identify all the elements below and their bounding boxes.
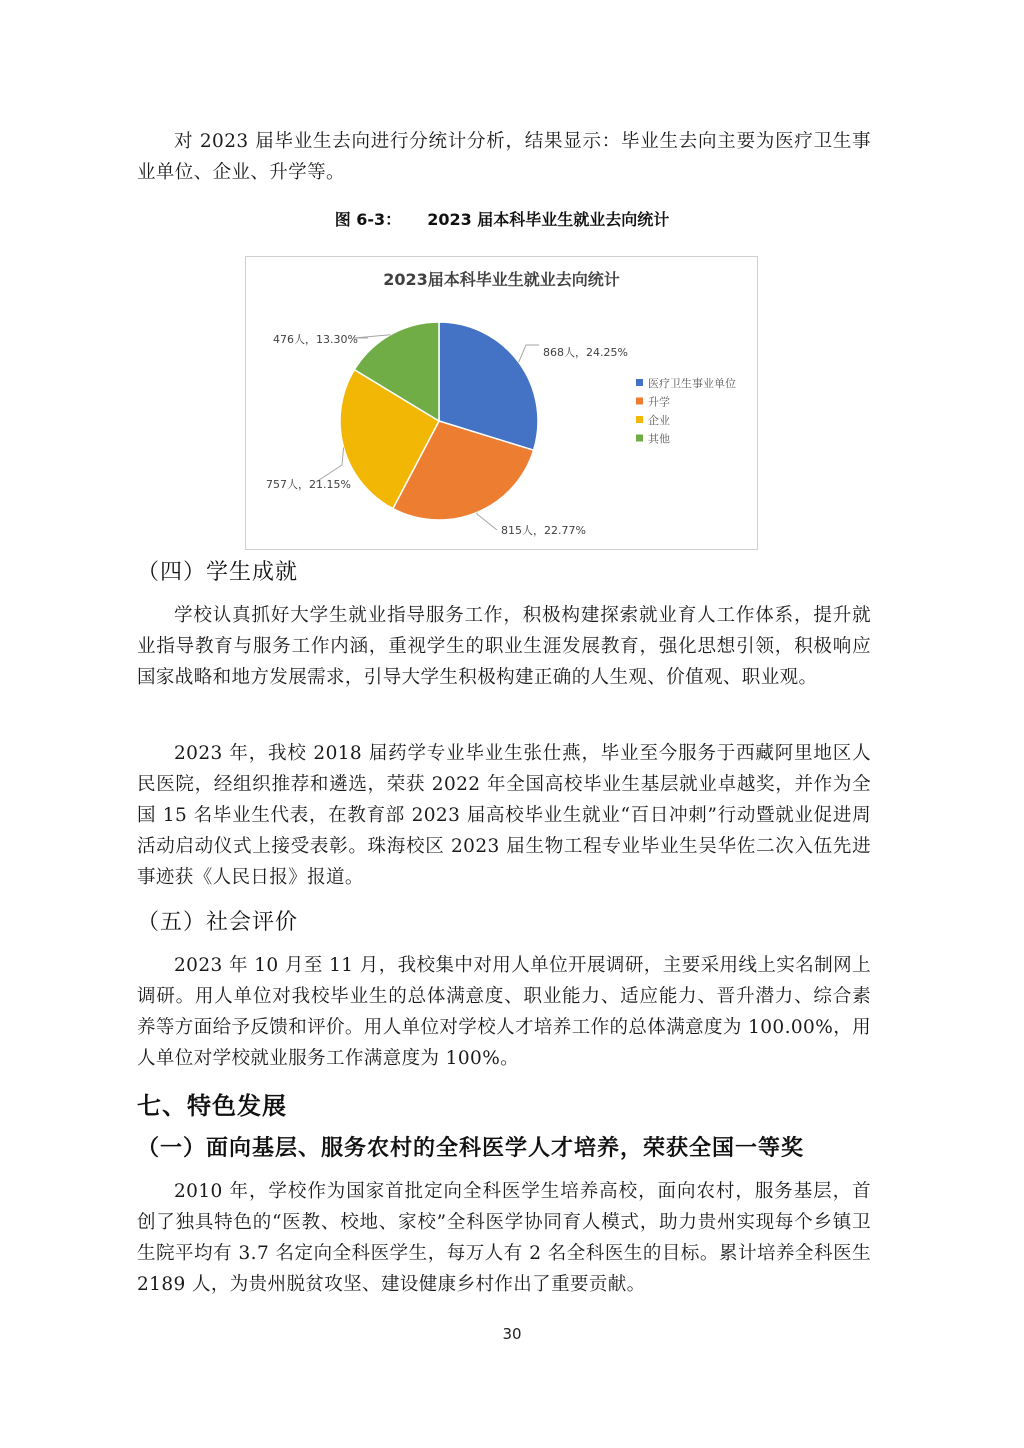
pie-chart xyxy=(245,256,758,550)
legend-swatch-4 xyxy=(636,435,643,442)
achievements-paragraph-2: 2023 年，我校 2018 届药学专业毕业生张仕燕，毕业至今服务于西藏阿里地区人民医院，经组织推荐和遴选，荣获 2022 年全国高校毕业生基层就业卓越奖，并作为全国 15 名毕业生代表，在教育部 2023 届高校毕业生就业“百日冲刺”行动暨就业促进周活动启动仪式上接受表彰。珠海校区 2023 届生物工程专业毕业生吴华佐二次入伍先进事迹获《人民日报》报道。 xyxy=(137,743,871,888)
section-heading-achievements: （四）学生成就 xyxy=(137,560,299,585)
figure-number: 图 6-3： xyxy=(334,210,402,229)
legend-label-4: 其他 xyxy=(648,432,670,446)
data-label-4: 476人，13.30% xyxy=(273,333,358,346)
chart-title: 2023届本科毕业生就业去向统计 xyxy=(383,270,620,289)
leader-line-2 xyxy=(477,512,497,530)
legend-label-1: 医疗卫生事业单位 xyxy=(648,377,736,390)
legend-swatch-3 xyxy=(636,416,643,423)
pie-chart-canvas xyxy=(246,257,757,549)
achievements-paragraph-1: 学校认真抓好大学生就业指导服务工作，积极构建探索就业育人工作体系，提升就业指导教育与服务工作内涵，重视学生的职业生涯发展教育，强化思想引领，积极响应国家战略和地方发展需求，引导大学生积极构建正确的人生观、价值观、职业观。 xyxy=(137,605,871,688)
leader-line-3 xyxy=(316,447,344,482)
data-label-2: 815人，22.77% xyxy=(501,524,586,537)
subsection-heading-general-practice: （一）面向基层、服务农村的全科医学人才培养，荣获全国一等奖 xyxy=(137,1136,805,1161)
legend-swatch-1 xyxy=(636,379,643,386)
chapter-heading-featured-development: 七、特色发展 xyxy=(137,1092,287,1120)
legend-swatch-2 xyxy=(636,398,643,405)
figure-caption xyxy=(0,207,1004,230)
data-label-1: 868人，24.25% xyxy=(543,346,628,359)
general-practice-paragraph: 2010 年，学校作为国家首批定向全科医学生培养高校，面向农村，服务基层，首创了独具特色的“医教、校地、家校”全科医学协同育人模式，助力贵州实现每个乡镇卫生院平均有 3.7 名定向全科医学生，每万人有 2 名全科医生的目标。累计培养全科医生 2189 人，为贵州脱贫攻坚、建设健康乡村作出了重要贡献。 xyxy=(137,1181,871,1295)
intro-paragraph: 对 2023 届毕业生去向进行分统计分析，结果显示：毕业生去向主要为医疗卫生事业单位、企业、升学等。 xyxy=(137,131,871,183)
legend-label-2: 升学 xyxy=(648,395,670,409)
data-label-3: 757人，21.15% xyxy=(266,478,351,491)
social-evaluation-paragraph: 2023 年 10 月至 11 月，我校集中对用人单位开展调研，主要采用线上实名制网上调研。用人单位对我校毕业生的总体满意度、职业能力、适应能力、晋升潜力、综合素养等方面给予反馈和评价。用人单位对学校人才培养工作的总体满意度为 100.00%，用人单位对学校就业服务工作满意度为 100%。 xyxy=(137,955,871,1069)
leader-line-1 xyxy=(519,345,539,362)
section-heading-social-evaluation: （五）社会评价 xyxy=(137,910,299,935)
figure-title: 2023 届本科毕业生就业去向统计 xyxy=(427,210,670,229)
page-number: 30 xyxy=(502,1325,522,1343)
legend-label-3: 企业 xyxy=(648,414,670,427)
